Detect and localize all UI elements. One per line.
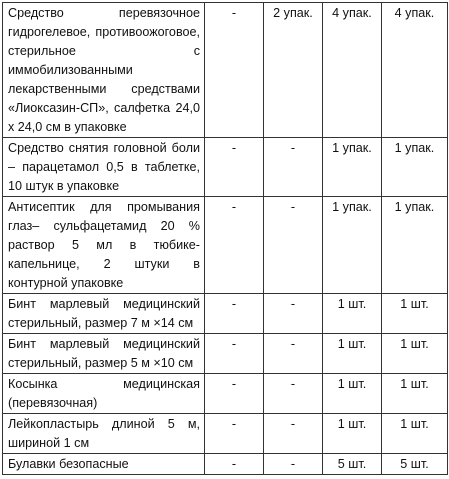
item-name-cell: Бинт марлевый медицинский стерильный, размер 5 м ×10 см <box>3 334 205 374</box>
item-name-cell: Косынка медицинская (перевязочная) <box>3 374 205 414</box>
quantity-cell: - <box>205 294 264 334</box>
quantity-cell: - <box>205 138 264 197</box>
quantity-cell: - <box>264 454 323 475</box>
quantity-cell: - <box>205 3 264 138</box>
quantity-cell: 1 упак. <box>323 138 382 197</box>
item-name-cell: Бинт марлевый медицинский стерильный, размер 7 м ×14 см <box>3 294 205 334</box>
item-name-cell: Лейкопластырь длиной 5 м, шириной 1 см <box>3 414 205 454</box>
quantity-cell: - <box>205 197 264 294</box>
table-row <box>3 414 448 454</box>
quantity-cell: 1 шт. <box>382 294 448 334</box>
item-name-cell: Булавки безопасные <box>3 454 205 475</box>
quantity-cell: 1 шт. <box>323 294 382 334</box>
quantity-cell: - <box>264 294 323 334</box>
quantity-cell: 1 упак. <box>382 197 448 294</box>
table-row <box>3 197 448 294</box>
table-row <box>3 454 448 475</box>
quantity-cell: 1 шт. <box>382 414 448 454</box>
table-body <box>3 3 448 475</box>
quantity-cell: 1 шт. <box>382 334 448 374</box>
quantity-cell: - <box>205 374 264 414</box>
first-aid-kit-table <box>2 2 448 475</box>
quantity-cell: 5 шт. <box>323 454 382 475</box>
quantity-cell: 4 упак. <box>323 3 382 138</box>
quantity-cell: - <box>264 414 323 454</box>
quantity-cell: 1 шт. <box>323 374 382 414</box>
item-name-cell: Антисептик для промывания глаз– сульфацетамид 20 % раствор 5 мл в тюбике-капельнице, 2 штуки в контурной упаковке <box>3 197 205 294</box>
quantity-cell: 1 упак. <box>323 197 382 294</box>
quantity-cell: 5 шт. <box>382 454 448 475</box>
item-name-cell: Средство снятия головной боли – парацетамол 0,5 в таблетке, 10 штук в упаковке <box>3 138 205 197</box>
quantity-cell: 4 упак. <box>382 3 448 138</box>
quantity-cell: 2 упак. <box>264 3 323 138</box>
quantity-cell: 1 шт. <box>323 414 382 454</box>
item-name-cell: Средство перевязочное гидрогелевое, противоожоговое, стерильное с иммобилизованными лекарственными средствами «Лиоксазин-СП», салфетка 24,0 х 24,0 см в упаковке <box>3 3 205 138</box>
table-row <box>3 294 448 334</box>
quantity-cell: 1 упак. <box>382 138 448 197</box>
quantity-cell: - <box>264 334 323 374</box>
table-row <box>3 3 448 138</box>
quantity-cell: - <box>264 197 323 294</box>
quantity-cell: 1 шт. <box>323 334 382 374</box>
table-row <box>3 374 448 414</box>
quantity-cell: - <box>205 414 264 454</box>
quantity-cell: - <box>205 454 264 475</box>
quantity-cell: - <box>264 374 323 414</box>
quantity-cell: - <box>205 334 264 374</box>
table-row <box>3 334 448 374</box>
quantity-cell: 1 шт. <box>382 374 448 414</box>
quantity-cell: - <box>264 138 323 197</box>
table-row <box>3 138 448 197</box>
